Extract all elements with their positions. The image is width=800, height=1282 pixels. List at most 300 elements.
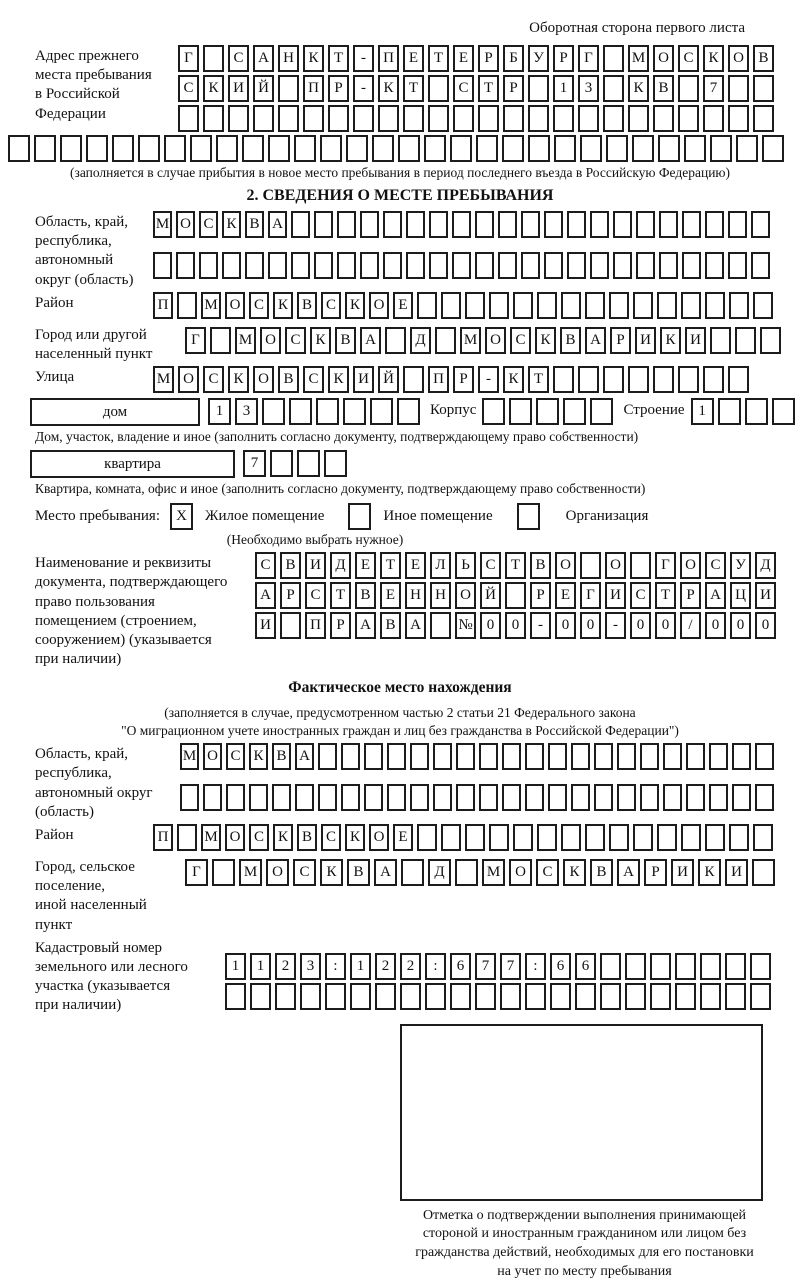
char-box[interactable]: [525, 784, 544, 811]
char-box[interactable]: [567, 252, 586, 279]
char-box[interactable]: 0: [655, 612, 676, 639]
char-box[interactable]: :: [525, 953, 546, 980]
char-box[interactable]: [753, 75, 774, 102]
char-box[interactable]: [417, 292, 437, 319]
char-box[interactable]: [424, 135, 446, 162]
char-box[interactable]: Г: [178, 45, 199, 72]
char-box[interactable]: [222, 252, 241, 279]
char-box[interactable]: [378, 105, 399, 132]
char-box[interactable]: [729, 292, 749, 319]
char-box[interactable]: К: [698, 859, 721, 886]
char-box[interactable]: [682, 252, 701, 279]
char-box[interactable]: К: [660, 327, 681, 354]
char-box[interactable]: В: [380, 612, 401, 639]
char-box[interactable]: [318, 743, 337, 770]
char-box[interactable]: Е: [555, 582, 576, 609]
char-box[interactable]: [478, 105, 499, 132]
char-box[interactable]: [164, 135, 186, 162]
char-box[interactable]: [603, 105, 624, 132]
char-box[interactable]: [686, 743, 705, 770]
char-box[interactable]: Д: [428, 859, 451, 886]
char-box[interactable]: О: [266, 859, 289, 886]
char-box[interactable]: [659, 252, 678, 279]
char-box[interactable]: [272, 784, 291, 811]
char-box[interactable]: [728, 366, 749, 393]
char-box[interactable]: Д: [410, 327, 431, 354]
char-box[interactable]: [177, 292, 197, 319]
char-box[interactable]: [453, 105, 474, 132]
char-box[interactable]: [482, 398, 505, 425]
char-box[interactable]: [548, 784, 567, 811]
char-box[interactable]: Н: [278, 45, 299, 72]
char-box[interactable]: [544, 211, 563, 238]
char-box[interactable]: Ь: [455, 552, 476, 579]
char-box[interactable]: [325, 983, 346, 1010]
char-box[interactable]: М: [201, 292, 221, 319]
char-box[interactable]: О: [680, 552, 701, 579]
char-box[interactable]: [262, 398, 285, 425]
char-box[interactable]: М: [153, 366, 174, 393]
char-box[interactable]: К: [563, 859, 586, 886]
char-box[interactable]: [718, 398, 741, 425]
char-box[interactable]: [675, 983, 696, 1010]
char-box[interactable]: [709, 743, 728, 770]
char-box[interactable]: [632, 135, 654, 162]
char-box[interactable]: 7: [243, 450, 266, 477]
char-box[interactable]: [753, 292, 773, 319]
char-box[interactable]: Н: [405, 582, 426, 609]
residential-checkbox[interactable]: X: [170, 503, 193, 530]
char-box[interactable]: [314, 252, 333, 279]
char-box[interactable]: К: [222, 211, 241, 238]
char-box[interactable]: И: [671, 859, 694, 886]
char-box[interactable]: Г: [580, 582, 601, 609]
char-box[interactable]: [594, 743, 613, 770]
char-box[interactable]: [710, 135, 732, 162]
char-box[interactable]: [294, 135, 316, 162]
char-box[interactable]: С: [249, 292, 269, 319]
char-box[interactable]: [343, 398, 366, 425]
char-box[interactable]: [753, 824, 773, 851]
char-box[interactable]: [216, 135, 238, 162]
char-box[interactable]: В: [560, 327, 581, 354]
char-box[interactable]: [603, 45, 624, 72]
char-box[interactable]: [590, 398, 613, 425]
char-box[interactable]: [686, 784, 705, 811]
char-box[interactable]: [465, 292, 485, 319]
char-box[interactable]: [112, 135, 134, 162]
char-box[interactable]: [433, 784, 452, 811]
char-box[interactable]: В: [653, 75, 674, 102]
char-box[interactable]: [425, 983, 446, 1010]
char-box[interactable]: [383, 211, 402, 238]
char-box[interactable]: [400, 983, 421, 1010]
char-box[interactable]: [403, 366, 424, 393]
char-box[interactable]: [554, 135, 576, 162]
char-box[interactable]: [640, 743, 659, 770]
char-box[interactable]: А: [268, 211, 287, 238]
char-box[interactable]: [753, 105, 774, 132]
char-box[interactable]: С: [303, 366, 324, 393]
char-box[interactable]: Р: [680, 582, 701, 609]
char-box[interactable]: И: [685, 327, 706, 354]
char-box[interactable]: [346, 135, 368, 162]
char-box[interactable]: [226, 784, 245, 811]
char-box[interactable]: Р: [328, 75, 349, 102]
char-box[interactable]: [203, 105, 224, 132]
char-box[interactable]: -: [478, 366, 499, 393]
char-box[interactable]: [360, 211, 379, 238]
char-box[interactable]: [452, 252, 471, 279]
char-box[interactable]: С: [678, 45, 699, 72]
char-box[interactable]: [318, 784, 337, 811]
char-box[interactable]: 1: [250, 953, 271, 980]
char-box[interactable]: С: [249, 824, 269, 851]
char-box[interactable]: [681, 824, 701, 851]
char-box[interactable]: [429, 252, 448, 279]
char-box[interactable]: С: [203, 366, 224, 393]
char-box[interactable]: Р: [280, 582, 301, 609]
char-box[interactable]: [548, 743, 567, 770]
char-box[interactable]: Г: [578, 45, 599, 72]
char-box[interactable]: С: [228, 45, 249, 72]
char-box[interactable]: О: [509, 859, 532, 886]
char-box[interactable]: Г: [655, 552, 676, 579]
char-box[interactable]: [435, 327, 456, 354]
char-box[interactable]: [537, 824, 557, 851]
char-box[interactable]: Е: [380, 582, 401, 609]
char-box[interactable]: [452, 211, 471, 238]
char-box[interactable]: [199, 252, 218, 279]
char-box[interactable]: О: [455, 582, 476, 609]
char-box[interactable]: О: [178, 366, 199, 393]
char-box[interactable]: С: [305, 582, 326, 609]
char-box[interactable]: [456, 784, 475, 811]
char-box[interactable]: [479, 743, 498, 770]
char-box[interactable]: И: [305, 552, 326, 579]
char-box[interactable]: [580, 135, 602, 162]
char-box[interactable]: Г: [185, 859, 208, 886]
char-box[interactable]: Б: [503, 45, 524, 72]
char-box[interactable]: [628, 366, 649, 393]
char-box[interactable]: О: [369, 292, 389, 319]
char-box[interactable]: У: [730, 552, 751, 579]
char-box[interactable]: А: [705, 582, 726, 609]
char-box[interactable]: К: [203, 75, 224, 102]
char-box[interactable]: Р: [553, 45, 574, 72]
char-box[interactable]: Е: [453, 45, 474, 72]
char-box[interactable]: [289, 398, 312, 425]
char-box[interactable]: И: [605, 582, 626, 609]
char-box[interactable]: [291, 211, 310, 238]
char-box[interactable]: 1: [225, 953, 246, 980]
char-box[interactable]: 2: [275, 953, 296, 980]
char-box[interactable]: [729, 824, 749, 851]
char-box[interactable]: [578, 366, 599, 393]
char-box[interactable]: [594, 784, 613, 811]
char-box[interactable]: [653, 105, 674, 132]
char-box[interactable]: В: [335, 327, 356, 354]
char-box[interactable]: [502, 784, 521, 811]
char-box[interactable]: [138, 135, 160, 162]
char-box[interactable]: О: [176, 211, 195, 238]
char-box[interactable]: [705, 252, 724, 279]
char-box[interactable]: [489, 824, 509, 851]
char-box[interactable]: С: [321, 292, 341, 319]
char-box[interactable]: [663, 743, 682, 770]
char-box[interactable]: 0: [505, 612, 526, 639]
char-box[interactable]: [498, 211, 517, 238]
char-box[interactable]: 1: [350, 953, 371, 980]
char-box[interactable]: 1: [208, 398, 231, 425]
char-box[interactable]: Т: [328, 45, 349, 72]
char-box[interactable]: [650, 953, 671, 980]
char-box[interactable]: [762, 135, 784, 162]
char-box[interactable]: Е: [355, 552, 376, 579]
char-box[interactable]: О: [369, 824, 389, 851]
char-box[interactable]: [300, 983, 321, 1010]
char-box[interactable]: В: [245, 211, 264, 238]
char-box[interactable]: [684, 135, 706, 162]
char-box[interactable]: Н: [430, 582, 451, 609]
char-box[interactable]: М: [235, 327, 256, 354]
char-box[interactable]: М: [628, 45, 649, 72]
char-box[interactable]: А: [374, 859, 397, 886]
char-box[interactable]: А: [405, 612, 426, 639]
char-box[interactable]: О: [225, 292, 245, 319]
char-box[interactable]: [585, 824, 605, 851]
char-box[interactable]: Ц: [730, 582, 751, 609]
char-box[interactable]: Д: [755, 552, 776, 579]
char-box[interactable]: О: [728, 45, 749, 72]
char-box[interactable]: [341, 743, 360, 770]
char-box[interactable]: [728, 211, 747, 238]
char-box[interactable]: [178, 105, 199, 132]
char-box[interactable]: [291, 252, 310, 279]
char-box[interactable]: 0: [755, 612, 776, 639]
char-box[interactable]: [663, 784, 682, 811]
char-box[interactable]: И: [635, 327, 656, 354]
char-box[interactable]: О: [225, 824, 245, 851]
char-box[interactable]: [659, 211, 678, 238]
char-box[interactable]: Е: [405, 552, 426, 579]
char-box[interactable]: В: [280, 552, 301, 579]
char-box[interactable]: 1: [691, 398, 714, 425]
char-box[interactable]: [525, 983, 546, 1010]
char-box[interactable]: [709, 784, 728, 811]
char-box[interactable]: 2: [375, 953, 396, 980]
char-box[interactable]: О: [555, 552, 576, 579]
char-box[interactable]: В: [590, 859, 613, 886]
char-box[interactable]: [385, 327, 406, 354]
char-box[interactable]: [567, 211, 586, 238]
char-box[interactable]: К: [328, 366, 349, 393]
other-premises-checkbox[interactable]: [348, 503, 371, 530]
char-box[interactable]: [503, 105, 524, 132]
char-box[interactable]: [498, 252, 517, 279]
char-box[interactable]: Е: [403, 45, 424, 72]
char-box[interactable]: [245, 252, 264, 279]
char-box[interactable]: 0: [730, 612, 751, 639]
char-box[interactable]: [525, 743, 544, 770]
char-box[interactable]: [337, 252, 356, 279]
char-box[interactable]: -: [605, 612, 626, 639]
char-box[interactable]: /: [680, 612, 701, 639]
char-box[interactable]: Т: [655, 582, 676, 609]
char-box[interactable]: И: [228, 75, 249, 102]
char-box[interactable]: Т: [428, 45, 449, 72]
char-box[interactable]: С: [453, 75, 474, 102]
char-box[interactable]: П: [378, 45, 399, 72]
char-box[interactable]: О: [203, 743, 222, 770]
char-box[interactable]: [563, 398, 586, 425]
char-box[interactable]: [705, 292, 725, 319]
char-box[interactable]: [370, 398, 393, 425]
char-box[interactable]: [180, 784, 199, 811]
char-box[interactable]: [603, 366, 624, 393]
char-box[interactable]: [750, 983, 771, 1010]
char-box[interactable]: 6: [550, 953, 571, 980]
char-box[interactable]: [337, 211, 356, 238]
char-box[interactable]: 6: [575, 953, 596, 980]
char-box[interactable]: [387, 743, 406, 770]
char-box[interactable]: С: [293, 859, 316, 886]
char-box[interactable]: 7: [475, 953, 496, 980]
char-box[interactable]: [177, 824, 197, 851]
char-box[interactable]: [521, 211, 540, 238]
char-box[interactable]: [550, 983, 571, 1010]
char-box[interactable]: [60, 135, 82, 162]
char-box[interactable]: [625, 953, 646, 980]
char-box[interactable]: Т: [528, 366, 549, 393]
char-box[interactable]: [528, 105, 549, 132]
char-box[interactable]: [500, 983, 521, 1010]
char-box[interactable]: [297, 450, 320, 477]
char-box[interactable]: №: [455, 612, 476, 639]
char-box[interactable]: [678, 105, 699, 132]
char-box[interactable]: П: [153, 292, 173, 319]
char-box[interactable]: [410, 743, 429, 770]
char-box[interactable]: [275, 983, 296, 1010]
char-box[interactable]: [732, 743, 751, 770]
char-box[interactable]: [609, 292, 629, 319]
char-box[interactable]: Р: [610, 327, 631, 354]
char-box[interactable]: Е: [393, 292, 413, 319]
char-box[interactable]: [725, 953, 746, 980]
char-box[interactable]: [613, 211, 632, 238]
char-box[interactable]: А: [360, 327, 381, 354]
char-box[interactable]: [505, 582, 526, 609]
char-box[interactable]: М: [153, 211, 172, 238]
char-box[interactable]: [657, 292, 677, 319]
char-box[interactable]: [502, 743, 521, 770]
char-box[interactable]: К: [320, 859, 343, 886]
char-box[interactable]: С: [321, 824, 341, 851]
char-box[interactable]: [476, 135, 498, 162]
char-box[interactable]: [417, 824, 437, 851]
char-box[interactable]: [401, 859, 424, 886]
char-box[interactable]: [475, 252, 494, 279]
char-box[interactable]: [328, 105, 349, 132]
char-box[interactable]: :: [325, 953, 346, 980]
char-box[interactable]: С: [199, 211, 218, 238]
char-box[interactable]: [34, 135, 56, 162]
char-box[interactable]: [613, 252, 632, 279]
char-box[interactable]: [450, 135, 472, 162]
char-box[interactable]: [324, 450, 347, 477]
char-box[interactable]: :: [425, 953, 446, 980]
char-box[interactable]: [728, 75, 749, 102]
char-box[interactable]: С: [226, 743, 245, 770]
char-box[interactable]: [710, 327, 731, 354]
char-box[interactable]: [250, 983, 271, 1010]
char-box[interactable]: [628, 105, 649, 132]
char-box[interactable]: [410, 784, 429, 811]
char-box[interactable]: Й: [480, 582, 501, 609]
char-box[interactable]: [513, 292, 533, 319]
char-box[interactable]: [320, 135, 342, 162]
char-box[interactable]: -: [530, 612, 551, 639]
char-box[interactable]: [364, 784, 383, 811]
char-box[interactable]: Е: [393, 824, 413, 851]
char-box[interactable]: 2: [400, 953, 421, 980]
char-box[interactable]: М: [482, 859, 505, 886]
char-box[interactable]: [700, 983, 721, 1010]
char-box[interactable]: [475, 983, 496, 1010]
char-box[interactable]: [528, 75, 549, 102]
char-box[interactable]: К: [378, 75, 399, 102]
char-box[interactable]: [630, 552, 651, 579]
char-box[interactable]: [755, 784, 774, 811]
char-box[interactable]: [736, 135, 758, 162]
char-box[interactable]: А: [617, 859, 640, 886]
char-box[interactable]: [561, 824, 581, 851]
char-box[interactable]: [682, 211, 701, 238]
char-box[interactable]: [242, 135, 264, 162]
char-box[interactable]: [190, 135, 212, 162]
char-box[interactable]: К: [273, 292, 293, 319]
char-box[interactable]: [606, 135, 628, 162]
char-box[interactable]: О: [260, 327, 281, 354]
char-box[interactable]: Г: [185, 327, 206, 354]
char-box[interactable]: [228, 105, 249, 132]
char-box[interactable]: [268, 135, 290, 162]
char-box[interactable]: [633, 824, 653, 851]
char-box[interactable]: [705, 211, 724, 238]
char-box[interactable]: [585, 292, 605, 319]
char-box[interactable]: [433, 743, 452, 770]
char-box[interactable]: [455, 859, 478, 886]
char-box[interactable]: [703, 366, 724, 393]
char-box[interactable]: Р: [644, 859, 667, 886]
char-box[interactable]: [732, 784, 751, 811]
char-box[interactable]: Р: [330, 612, 351, 639]
char-box[interactable]: [280, 612, 301, 639]
char-box[interactable]: К: [273, 824, 293, 851]
char-box[interactable]: К: [345, 824, 365, 851]
char-box[interactable]: [590, 252, 609, 279]
char-box[interactable]: [430, 612, 451, 639]
char-box[interactable]: [636, 211, 655, 238]
char-box[interactable]: [398, 135, 420, 162]
char-box[interactable]: [465, 824, 485, 851]
char-box[interactable]: К: [228, 366, 249, 393]
char-box[interactable]: [316, 398, 339, 425]
char-box[interactable]: А: [295, 743, 314, 770]
char-box[interactable]: [176, 252, 195, 279]
char-box[interactable]: 1: [553, 75, 574, 102]
char-box[interactable]: В: [272, 743, 291, 770]
